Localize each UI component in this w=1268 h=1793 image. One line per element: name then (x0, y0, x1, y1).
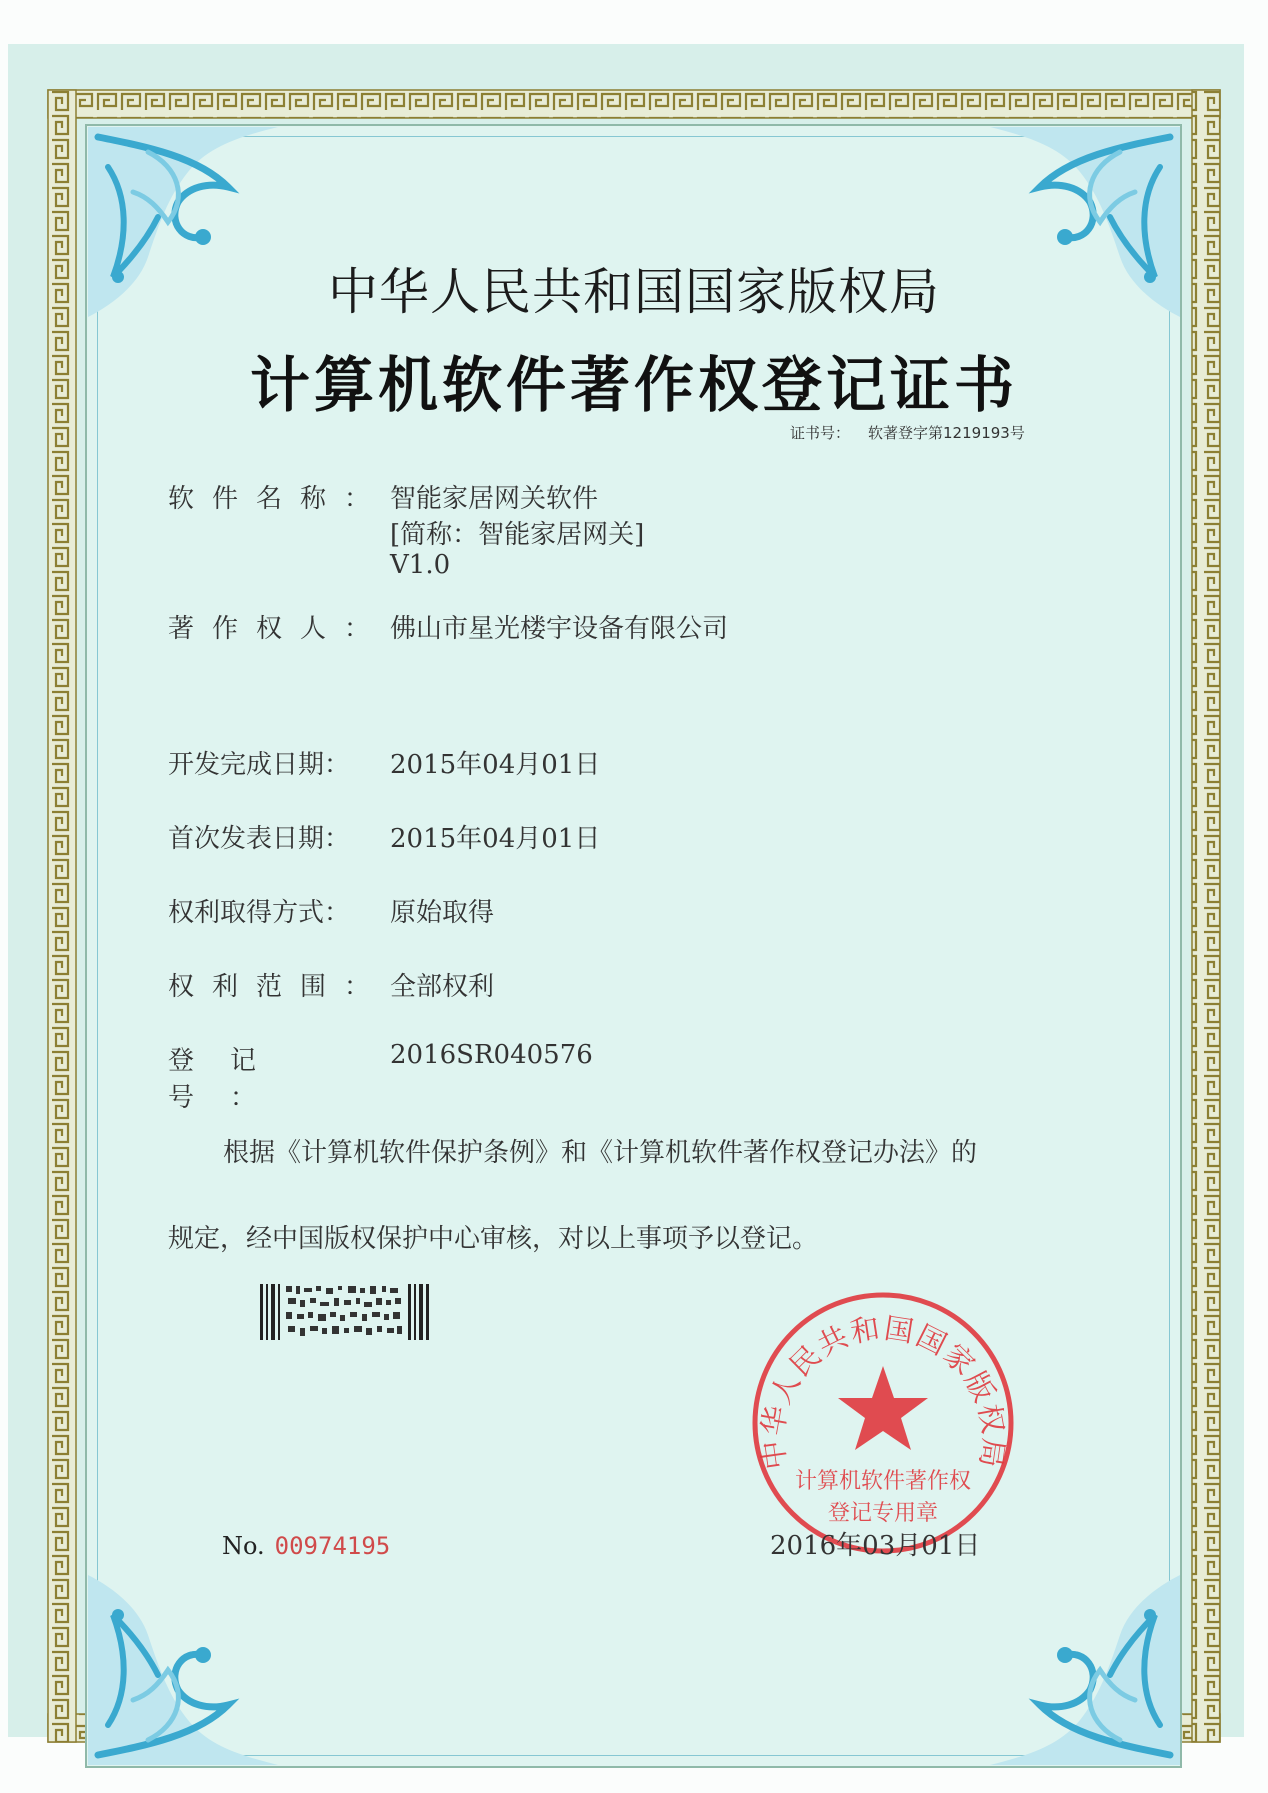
serial-number (222, 1532, 390, 1560)
field-value: 智能家居网关软件 (390, 484, 599, 514)
statement-line-1: 根据《计算机软件保护条例》和《计算机软件著作权登记办法》的 (223, 1138, 978, 1168)
statement-line-2: 规定，经中国版权保护中心审核，对以上事项予以登记。 (168, 1224, 819, 1254)
field-completion-date (168, 744, 601, 781)
corner-ornament-icon (990, 1575, 1180, 1765)
official-seal-icon (748, 1288, 1018, 1558)
field-label: 首次发表日期： (168, 824, 351, 854)
seal-outer-text: 中华人民共和国国家版权局 (755, 1310, 1011, 1472)
barcode-icon (258, 1282, 433, 1342)
field-acquisition-method (168, 892, 495, 929)
field-value: 全部权利 (390, 972, 495, 1002)
field-rights-scope (168, 966, 495, 1003)
field-label: 权利范围： (168, 972, 389, 1002)
certificate-number-label: 证书号： (790, 424, 851, 442)
field-registration-number (168, 1040, 593, 1114)
field-software-name (168, 478, 645, 580)
field-label: 著作权人： (168, 614, 389, 644)
field-value-version: V1.0 (390, 550, 451, 580)
statement-paragraph (168, 1110, 1128, 1282)
seal-inner-line-2: 登记专用章 (827, 1501, 939, 1526)
corner-ornament-icon (88, 1575, 278, 1765)
certificate-title: 计算机软件著作权登记证书 (250, 351, 1018, 421)
field-copyright-owner (168, 608, 729, 645)
field-value: 原始取得 (390, 898, 495, 928)
field-value: 2015年04月01日 (390, 824, 601, 854)
serial-number-label: No. (222, 1532, 265, 1560)
field-value: 2015年04月01日 (390, 750, 601, 780)
seal-inner-line-1: 计算机软件著作权 (794, 1469, 972, 1494)
field-value: 2016SR040576 (390, 1040, 593, 1070)
issue-date: 2016年03月01日 (770, 1531, 981, 1561)
serial-number-value: 00974195 (274, 1532, 391, 1560)
issuer-title: 中华人民共和国国家版权局 (328, 263, 940, 321)
field-value: 佛山市星光楼宇设备有限公司 (390, 614, 729, 644)
field-publication-date (168, 818, 601, 855)
field-label: 登记号： (168, 1046, 293, 1113)
certificate-number-value: 软著登字第1219193号 (868, 424, 1025, 442)
field-label: 开发完成日期： (168, 750, 351, 780)
certificate-number (790, 422, 1025, 443)
field-label: 权利取得方式： (168, 898, 351, 928)
field-label: 软件名称： (168, 484, 389, 514)
field-value-short-name: [简称：智能家居网关] (390, 520, 645, 550)
